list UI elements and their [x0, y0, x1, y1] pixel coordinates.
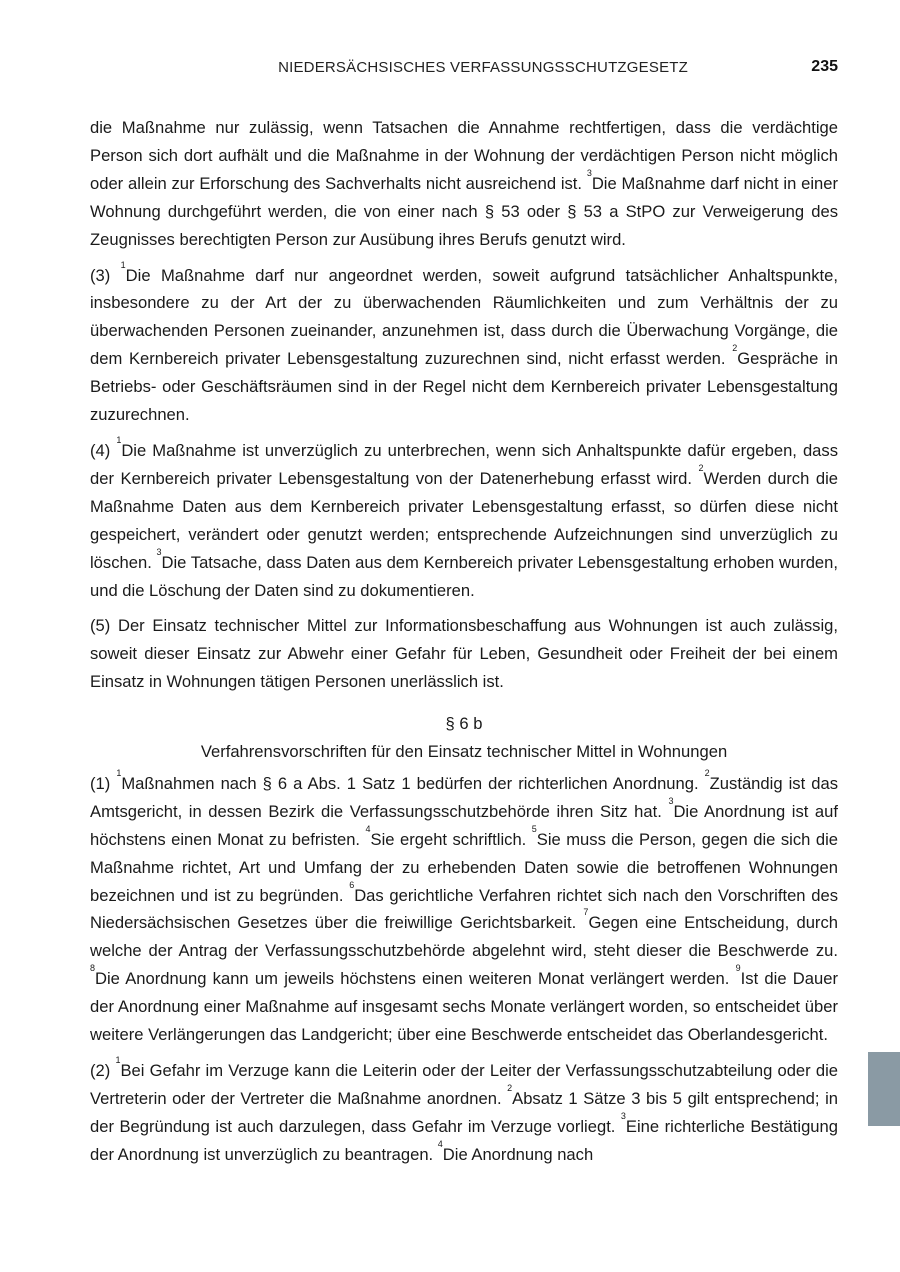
section-number: § 6 b	[445, 714, 483, 734]
sentence-number: 3	[620, 1110, 626, 1121]
sentence-number: 3	[668, 795, 674, 806]
sentence-number: 4	[365, 823, 371, 834]
sentence-number: 1	[115, 1055, 121, 1065]
section-paragraph-2: (2) $^1$Bei Gefahr im Verzuge kann die Leiterin oder der Leiter der Verfassungsschutzabteilung oder die Vertreterin oder der Vertreter die Maßnahme anordnen. $^2$Absatz 1 Sätze 3 bis 5 gilt entsprechend; in der Begründung ist auch darzulegen, dass Gefahr im Verzuge vorliegt. $^3$Eine richterliche Bestätigung der Anordnung ist unverzüglich zu beantragen. $^4$Die Anordnung nach	[90, 1055, 838, 1164]
page-body	[90, 114, 838, 1177]
paragraph-5: (5) Der Einsatz technischer Mittel zur Informationsbeschaffung aus Wohnungen ist auch zulässig, soweit dieser Einsatz zur Abwehr einer Gefahr für Leben, Gesundheit oder Freiheit der bei einem Einsatz in Wohnungen tätigen Personen unerlässlich ist.	[90, 616, 838, 692]
sentence-number: 1	[116, 767, 122, 778]
thumb-index-tab	[868, 1052, 900, 1126]
running-title: NIEDERSÄCHSISCHES VERFASSUNGSSCHUTZGESETZ	[278, 59, 688, 76]
page-number: 235	[811, 58, 838, 75]
section-title: Verfahrensvorschriften für den Einsatz technischer Mittel in Wohnungen	[200, 742, 728, 762]
sentence-number: 2	[698, 462, 704, 473]
sentence-number: 1	[120, 259, 126, 270]
paragraph-continuation: die Maßnahme nur zulässig, wenn Tatsachen die Annahme rechtfertigen, dass die verdächtige Person sich dort aufhält und die Maßnahme in der Wohnung der verdächtigen Person nicht möglich oder allein zur Erforschung des Sachverhalts nicht ausreichend ist. $^3$Die Maßnahme darf nicht in einer Wohnung durchgeführt werden, die von einer nach § 53 oder § 53 a StPO zur Verweigerung des Zeugnisses berechtigten Person zur Ausübung ihres Berufs genutzt wird.	[90, 118, 838, 249]
running-header	[90, 57, 838, 81]
sentence-number: 8	[90, 963, 96, 974]
paragraph-3: (3) $^1$Die Maßnahme darf nur angeordnet werden, soweit aufgrund tatsächlicher Anhaltspunkte, insbesondere zu der Art der zu überwachenden Räumlichkeiten und zum Verhältnis der zu überwachenden Personen zueinander, anzunehmen ist, dass durch die Überwachung Vorgänge, die dem Kernbereich privater Lebensgestaltung zuzurechnen sind, nicht erfasst werden. $^2$Gespräche in Betriebs- oder Geschäftsräumen sind in der Regel nicht dem Kernbereich privater Lebensgestaltung zuzurechnen.	[90, 259, 839, 425]
sentence-number: 1	[116, 434, 122, 445]
sentence-number: 5	[531, 823, 537, 834]
sentence-number: 4	[437, 1138, 443, 1149]
sentence-number: 3	[156, 546, 162, 557]
sentence-number: 9	[735, 963, 741, 974]
paragraph-4: (4) $^1$Die Maßnahme ist unverzüglich zu unterbrechen, wenn sich Anhaltspunkte dafür ergeben, dass der Kernbereich privater Lebensgestaltung von der Datenerhebung erfasst wird. $^2$Werden durch die Maßnahme Daten aus dem Kernbereich privater Lebensgestaltung erfasst, so dürfen diese nicht gespeichert, verändert oder genutzt werden; entsprechende Aufzeichnungen sind unverzüglich zu löschen. $^3$Die Tatsache, dass Daten aus dem Kernbereich privater Lebensgestaltung erhoben wurden, und die Löschung der Daten sind zu dokumentieren.	[90, 434, 838, 600]
section-paragraph-1: (1) $^1$Maßnahmen nach § 6 a Abs. 1 Satz 1 bedürfen der richterlichen Anordnung. $^2$Zuständig ist das Amtsgericht, in dessen Bezirk die Verfassungsschutzbehörde ihren Sitz hat. $^3$Die Anordnung ist auf höchstens einen Monat zu befristen. $^4$Sie ergeht schriftlich. $^5$Sie muss die Person, gegen die sich die Maßnahme richtet, Art und Umfang der zu erhebenden Daten sowie die betroffenen Wohnungen bezeichnen und ist zu begründen. $^6$Das gerichtliche Verfahren richtet sich nach den Vorschriften des Niedersächsischen Gesetzes über die freiwillige Gerichtsbarkeit. $^7$Gegen eine Entscheidung, durch welche der Antrag der Verfassungsschutzbehörde abgelehnt wird, steht dieser die Beschwerde zu. $^8$Die Anordnung kann um jeweils höchstens einen weiteren Monat verlängert werden. $^9$Ist die Dauer der Anordnung einer Maßnahme auf insgesamt sechs Monate verlängert worden, so entscheidet über weitere Verlängerungen das Landgericht; über eine Beschwerde entscheidet das Oberlandesgericht.	[90, 767, 839, 1045]
section-heading	[90, 710, 838, 766]
sentence-number: 2	[507, 1082, 513, 1093]
sentence-number: 7	[583, 907, 589, 918]
sentence-number: 3	[586, 167, 592, 178]
sentence-number: 2	[732, 343, 738, 354]
sentence-number: 2	[704, 767, 710, 778]
sentence-number: 6	[349, 879, 355, 890]
